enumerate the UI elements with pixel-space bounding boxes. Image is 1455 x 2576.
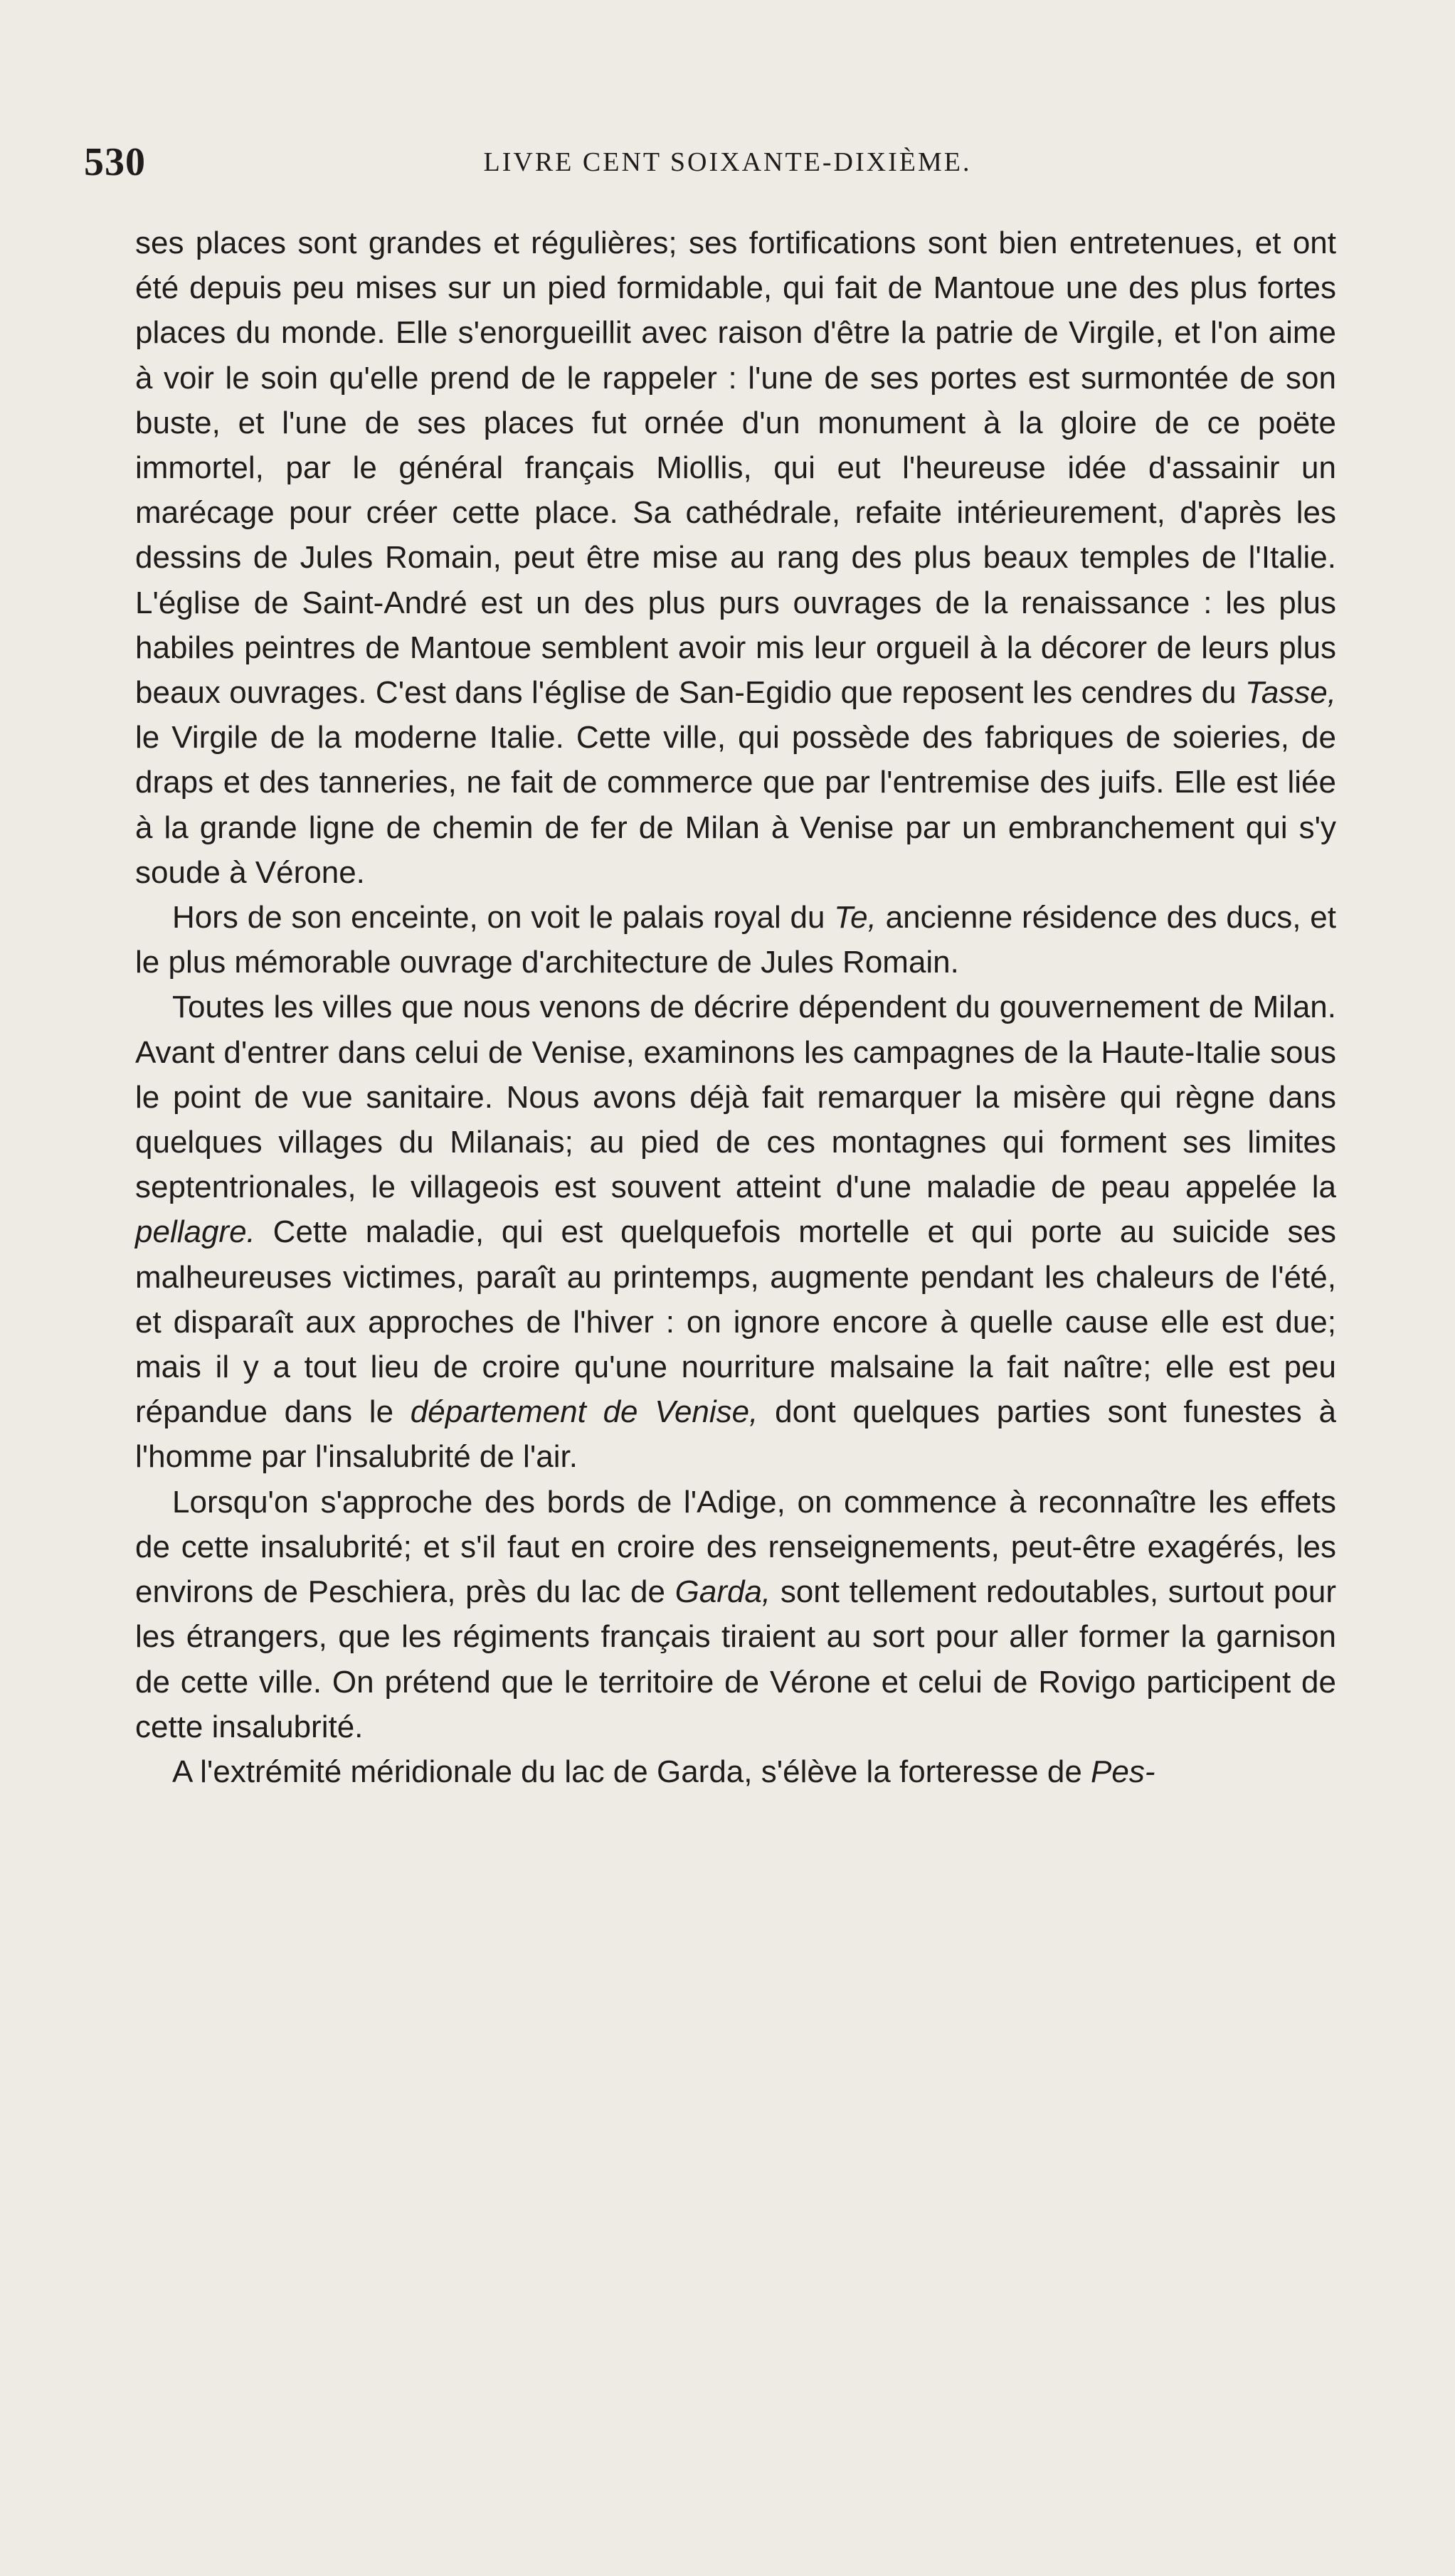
text-run: le Virgile de la moderne Italie. Cette ville, qui possède des fabriques de soieries, de draps et des tanneries, ne fait de commerce que par l'entremise des juifs. Elle est liée à la grande ligne de chemin de fer de Milan à Venise par un embranchement qui s'y soude à Vérone. (135, 720, 1336, 890)
italic-term: département de Venise, (410, 1394, 758, 1430)
paragraph-palais-te (135, 895, 1336, 985)
text-run: A l'extrémité méridionale du lac de Garda, s'élève la forteresse de (172, 1754, 1091, 1789)
text-run: Hors de son enceinte, on voit le palais royal du (172, 900, 835, 935)
paragraph-adige (135, 1480, 1336, 1749)
text-run: dont quelques parties sont funestes à l'homme par l'insalubrité de l'air. (135, 1394, 1337, 1475)
paragraph-peschiera (135, 1749, 1336, 1794)
text-run: ses places sont grandes et régulières; ses fortifications sont bien entretenues, et ont été depuis peu mises sur un pied formidable, qui fait de Mantoue une des plus fortes places du monde. Elle s'enorgueillit avec raison d'être la patrie de Virgile, et l'on aime à voir le soin qu'elle prend de le rappeler : l'une de ses portes est surmontée de son buste, et l'une de ses places fut ornée d'un monument à la gloire de ce poëte immortel, par le général français Miollis, qui eut l'heureuse idée d'assainir un marécage pour créer cette place. Sa cathédrale, refaite intérieurement, d'après les dessins de Jules Romain, peut être mise au rang des plus beaux temples de l'Italie. L'église de Saint-André est un des plus purs ouvrages de la renaissance : les plus habiles peintres de Mantoue semblent avoir mis leur orgueil à la décorer de leurs plus beaux ouvrages. C'est dans l'église de San-Egidio que reposent les cendres du (135, 226, 1336, 711)
italic-term: Garda, (674, 1574, 771, 1610)
text-run: Toutes les villes que nous venons de décrire dépendent du gouvernement de Milan. Avant d'entrer dans celui de Venise, examinons les campagnes de la Haute-Italie sous le point de vue sanitaire. Nous avons déjà fait remarquer la misère qui règne dans quelques villages du Milanais; au pied de ces montagnes qui forment ses limites septentrionales, le villageois est souvent atteint d'une maladie de peau appelée la (135, 990, 1336, 1205)
italic-term: Pes- (1091, 1754, 1155, 1789)
running-head: LIVRE CENT SOIXANTE-DIXIÈME. (483, 147, 972, 177)
body-text (135, 221, 1336, 1794)
text-run: Cette maladie, qui est quelquefois mortelle et qui porte au suicide ses malheureuses victimes, paraît au printemps, augmente pendant les chaleurs de l'été, et disparaît aux approches de l'hiver : on ignore encore à quelle cause elle est due; mais il y a tout lieu de croire qu'une nourriture malsaine la fait naître; elle est peu répandue dans le (135, 1214, 1336, 1430)
paragraph-pellagre (135, 985, 1336, 1479)
italic-term: pellagre. (135, 1214, 255, 1250)
text-run: ancienne résidence des ducs, et le plus mémorable ouvrage d'architecture de Jules Romain. (135, 900, 1336, 980)
paragraph-mantoue (135, 221, 1336, 895)
italic-term: Tasse, (1244, 675, 1336, 711)
text-run: Lorsqu'on s'approche des bords de l'Adige, on commence à reconnaître les effets de cette insalubrité; et s'il faut en croire des renseignements, peut-être exagérés, les environs de Peschiera, près du lac de (135, 1484, 1336, 1610)
italic-term: Te, (834, 900, 877, 935)
text-run: sont tellement redoutables, surtout pour les étrangers, que les régiments français tiraient au sort pour aller former la garnison de cette ville. On prétend que le territoire de Vérone et celui de Rovigo participent de cette insalubrité. (135, 1574, 1336, 1744)
page-number: 530 (84, 140, 146, 184)
